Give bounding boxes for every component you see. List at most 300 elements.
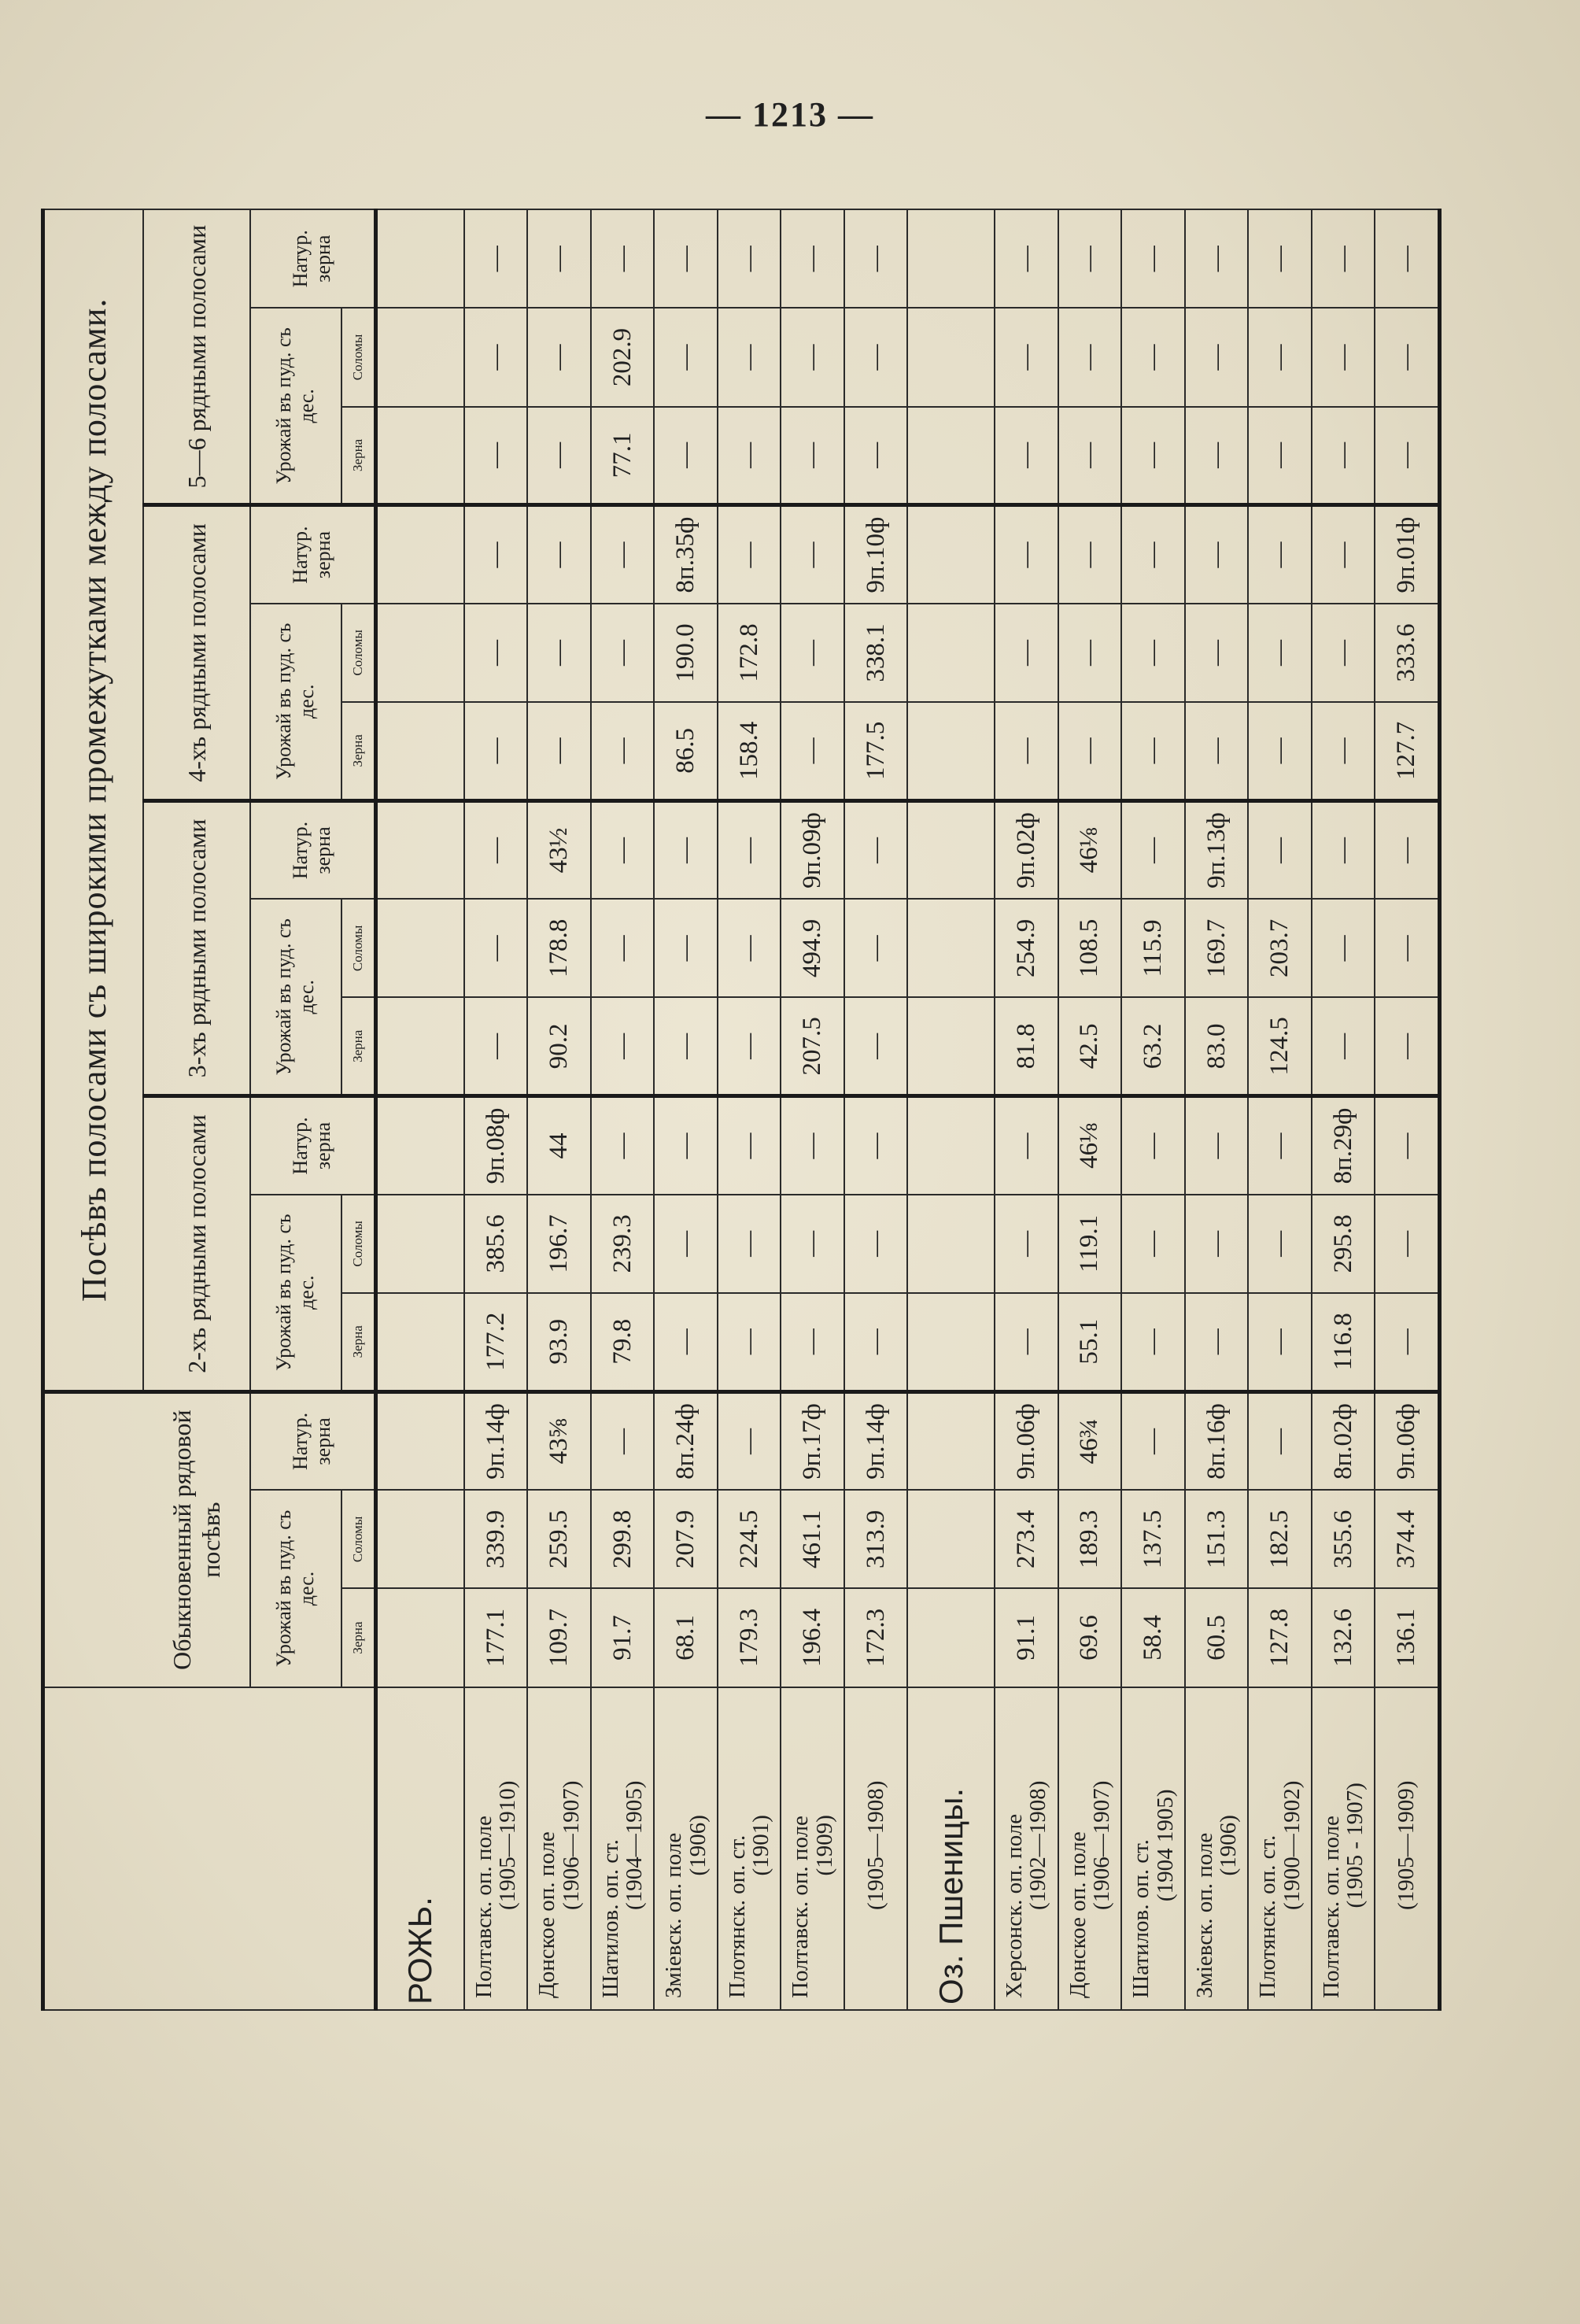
empty-value-cell: — — [464, 997, 528, 1095]
yield-header: Урожай въ пуд. съ дес. — [250, 1195, 341, 1391]
empty-value-cell: — — [1312, 702, 1375, 800]
row-label — [1312, 1687, 1375, 2010]
empty-cell — [907, 505, 995, 604]
empty-value-cell: — — [1248, 308, 1312, 406]
value-cell: 9п.17ф — [781, 1391, 844, 1490]
empty-value-cell: — — [995, 209, 1058, 308]
straw-header: Соломы — [341, 1490, 376, 1588]
table-title: Посѣвъ полосами съ широкими промежутками между полосами. — [43, 209, 144, 1391]
grain-header: Зерна — [341, 997, 376, 1095]
value-cell: 9п.08ф — [464, 1096, 528, 1195]
value-cell: 109.7 — [527, 1588, 591, 1687]
years: (1906) — [685, 1815, 711, 1876]
empty-value-cell: — — [1058, 505, 1122, 604]
empty-value-cell: — — [1185, 407, 1249, 505]
empty-value-cell: — — [844, 1293, 908, 1391]
value-cell: 42.5 — [1058, 997, 1122, 1095]
value-cell: 189.3 — [1058, 1490, 1122, 1588]
value-cell: 79.8 — [591, 1293, 655, 1391]
empty-value-cell: — — [718, 800, 781, 899]
empty-value-cell: — — [591, 604, 655, 702]
value-cell: 115.9 — [1121, 899, 1185, 997]
value-cell: 207.9 — [654, 1490, 718, 1588]
empty-value-cell: — — [781, 407, 844, 505]
value-cell: 202.9 — [591, 308, 655, 406]
row-label — [718, 1687, 781, 2010]
value-cell: 44 — [527, 1096, 591, 1195]
empty-value-cell: — — [1121, 1195, 1185, 1293]
empty-cell — [376, 1588, 464, 1687]
empty-value-cell: — — [654, 308, 718, 406]
table-row — [1121, 209, 1185, 2010]
empty-value-cell: — — [1185, 209, 1249, 308]
empty-cell — [907, 800, 995, 899]
empty-value-cell: — — [718, 209, 781, 308]
value-cell: 136.1 — [1375, 1588, 1439, 1687]
table-header — [43, 209, 376, 2010]
empty-cell — [376, 209, 464, 308]
section-label: РОЖЬ. — [376, 1687, 464, 2010]
value-cell: 273.4 — [995, 1490, 1058, 1588]
empty-value-cell: — — [1058, 702, 1122, 800]
empty-value-cell: — — [527, 308, 591, 406]
empty-cell — [376, 899, 464, 997]
empty-value-cell: — — [654, 1293, 718, 1391]
table-row — [718, 209, 781, 2010]
years: (1909) — [811, 1815, 837, 1876]
empty-value-cell: — — [654, 997, 718, 1095]
value-cell: 91.1 — [995, 1588, 1058, 1687]
value-cell: 207.5 — [781, 997, 844, 1095]
value-cell: 69.6 — [1058, 1588, 1122, 1687]
empty-value-cell: — — [1121, 1096, 1185, 1195]
empty-value-cell: — — [1121, 604, 1185, 702]
empty-value-cell: — — [995, 308, 1058, 406]
years: (1904 1905) — [1152, 1789, 1178, 1902]
value-cell: 9п.10ф — [844, 505, 908, 604]
empty-value-cell: — — [718, 1293, 781, 1391]
empty-value-cell: — — [844, 1195, 908, 1293]
value-cell: 385.6 — [464, 1195, 528, 1293]
row-label — [1058, 1687, 1122, 2010]
empty-cell — [376, 1293, 464, 1391]
empty-value-cell: — — [527, 604, 591, 702]
empty-value-cell: — — [995, 505, 1058, 604]
station-name: Донское оп. поле — [534, 1831, 560, 1998]
empty-value-cell: — — [464, 209, 528, 308]
value-cell: 224.5 — [718, 1490, 781, 1588]
empty-value-cell: — — [464, 604, 528, 702]
value-cell: 83.0 — [1185, 997, 1249, 1095]
value-cell: 86.5 — [654, 702, 718, 800]
empty-cell — [907, 209, 995, 308]
table-row — [527, 209, 591, 2010]
value-cell: 90.2 — [527, 997, 591, 1095]
value-cell: 8п.16ф — [1185, 1391, 1249, 1490]
empty-value-cell: — — [1248, 1391, 1312, 1490]
value-cell: 338.1 — [844, 604, 908, 702]
table-row — [1248, 209, 1312, 2010]
value-cell: 119.1 — [1058, 1195, 1122, 1293]
value-cell: 9п.14ф — [844, 1391, 908, 1490]
empty-value-cell: — — [654, 209, 718, 308]
section-label: Оз. Пшеницы. — [907, 1687, 995, 2010]
empty-value-cell: — — [654, 800, 718, 899]
value-cell: 190.0 — [654, 604, 718, 702]
value-cell: 151.3 — [1185, 1490, 1249, 1588]
empty-value-cell: — — [781, 1096, 844, 1195]
empty-value-cell: — — [1121, 308, 1185, 406]
empty-value-cell: — — [1121, 1391, 1185, 1490]
value-cell: 8п.29ф — [1312, 1096, 1375, 1195]
years: (1906—1907) — [1088, 1780, 1114, 1910]
empty-value-cell: — — [995, 407, 1058, 505]
station-name: Донское оп. поле — [1065, 1831, 1091, 1998]
empty-value-cell: — — [591, 209, 655, 308]
row-label — [527, 1687, 591, 2010]
empty-cell — [376, 308, 464, 406]
row-label — [654, 1687, 718, 2010]
empty-value-cell: — — [1185, 505, 1249, 604]
value-cell: 494.9 — [781, 899, 844, 997]
column-group-5: 5—6 рядными полосами — [143, 209, 250, 505]
empty-value-cell: — — [1375, 1096, 1439, 1195]
empty-value-cell: — — [464, 899, 528, 997]
empty-value-cell: — — [1058, 209, 1122, 308]
empty-value-cell: — — [995, 604, 1058, 702]
grain-header: Зерна — [341, 702, 376, 800]
empty-value-cell: — — [1312, 209, 1375, 308]
value-cell: 169.7 — [1185, 899, 1249, 997]
empty-value-cell: — — [527, 209, 591, 308]
row-label — [995, 1687, 1058, 2010]
empty-value-cell: — — [718, 505, 781, 604]
empty-cell — [907, 997, 995, 1095]
plain-sowing-title-spacer — [43, 1391, 144, 1687]
empty-cell — [376, 702, 464, 800]
stub-header — [43, 1687, 376, 2010]
empty-cell — [376, 1391, 464, 1490]
value-cell: 178.8 — [527, 899, 591, 997]
empty-value-cell: — — [1375, 209, 1439, 308]
empty-value-cell: — — [1121, 209, 1185, 308]
empty-value-cell: — — [591, 702, 655, 800]
empty-value-cell: — — [1121, 505, 1185, 604]
years: (1900—1902) — [1279, 1780, 1305, 1910]
empty-value-cell: — — [527, 407, 591, 505]
empty-value-cell: — — [654, 1096, 718, 1195]
station-name: Змiевск. оп. поле — [661, 1832, 687, 1998]
empty-value-cell: — — [1248, 407, 1312, 505]
empty-value-cell: — — [654, 1195, 718, 1293]
value-cell: 295.8 — [1312, 1195, 1375, 1293]
empty-value-cell: — — [464, 702, 528, 800]
empty-value-cell: — — [1185, 1293, 1249, 1391]
value-cell: 63.2 — [1121, 997, 1185, 1095]
years: (1905—1910) — [495, 1780, 520, 1910]
value-cell: 203.7 — [1248, 899, 1312, 997]
empty-value-cell: — — [591, 800, 655, 899]
table-row — [995, 209, 1058, 2010]
value-cell: 9п.13ф — [1185, 800, 1249, 899]
station-name: Плотянск. оп. ст. — [724, 1834, 750, 1998]
value-cell: 461.1 — [781, 1490, 844, 1588]
value-cell: 9п.01ф — [1375, 505, 1439, 604]
value-cell: 132.6 — [1312, 1588, 1375, 1687]
value-cell: 81.8 — [995, 997, 1058, 1095]
years: (1904—1905) — [622, 1780, 648, 1910]
page-number: — 1213 — — [706, 95, 874, 134]
empty-cell — [907, 1391, 995, 1490]
empty-value-cell: — — [464, 308, 528, 406]
row-label — [844, 1687, 908, 2010]
section-row — [376, 209, 464, 2010]
empty-value-cell: — — [781, 505, 844, 604]
row-label — [781, 1687, 844, 2010]
empty-value-cell: — — [718, 899, 781, 997]
empty-value-cell: — — [1375, 800, 1439, 899]
value-cell: 91.7 — [591, 1588, 655, 1687]
empty-cell — [376, 505, 464, 604]
empty-value-cell: — — [591, 505, 655, 604]
empty-value-cell: — — [1121, 407, 1185, 505]
empty-value-cell: — — [1058, 308, 1122, 406]
empty-cell — [907, 604, 995, 702]
empty-value-cell: — — [844, 997, 908, 1095]
empty-value-cell: — — [1121, 800, 1185, 899]
value-cell: 55.1 — [1058, 1293, 1122, 1391]
empty-value-cell: — — [464, 505, 528, 604]
empty-value-cell: — — [718, 1195, 781, 1293]
empty-value-cell: — — [1312, 308, 1375, 406]
column-group-4: 4-хъ рядными полосами — [143, 505, 250, 800]
empty-value-cell: — — [1248, 604, 1312, 702]
station-name: Плотянск. оп. ст. — [1255, 1834, 1281, 1998]
empty-value-cell: — — [591, 1096, 655, 1195]
natur-header: Натур. зерна — [250, 800, 376, 899]
straw-header: Соломы — [341, 604, 376, 702]
value-cell: 116.8 — [1312, 1293, 1375, 1391]
empty-value-cell: — — [1248, 505, 1312, 604]
empty-value-cell: — — [1375, 308, 1439, 406]
value-cell: 43⅝ — [527, 1391, 591, 1490]
value-cell: 339.9 — [464, 1490, 528, 1588]
table-body — [376, 209, 1440, 2010]
station-name: Полтавск. оп. поле — [471, 1816, 497, 1998]
empty-value-cell: — — [781, 209, 844, 308]
table-row — [464, 209, 528, 2010]
empty-cell — [907, 1293, 995, 1391]
row-label — [464, 1687, 528, 2010]
empty-value-cell: — — [1185, 604, 1249, 702]
value-cell: 239.3 — [591, 1195, 655, 1293]
empty-value-cell: — — [1121, 702, 1185, 800]
straw-header: Соломы — [341, 308, 376, 406]
station-name: Полтавск. оп. поле — [788, 1816, 814, 1998]
empty-value-cell: — — [591, 1391, 655, 1490]
table-row — [591, 209, 655, 2010]
row-label — [1375, 1687, 1439, 2010]
value-cell: 93.9 — [527, 1293, 591, 1391]
table-row — [1058, 209, 1122, 2010]
section-row — [907, 209, 995, 2010]
empty-value-cell: — — [844, 800, 908, 899]
value-cell: 46¾ — [1058, 1391, 1122, 1490]
value-cell: 8п.24ф — [654, 1391, 718, 1490]
value-cell: 127.8 — [1248, 1588, 1312, 1687]
value-cell: 124.5 — [1248, 997, 1312, 1095]
natur-header: Натур. зерна — [250, 209, 376, 308]
value-cell: 158.4 — [718, 702, 781, 800]
empty-value-cell: — — [781, 308, 844, 406]
table-row — [1185, 209, 1249, 2010]
empty-value-cell: — — [1185, 308, 1249, 406]
value-cell: 8п.35ф — [654, 505, 718, 604]
empty-cell — [376, 997, 464, 1095]
value-cell: 196.4 — [781, 1588, 844, 1687]
grain-header: Зерна — [341, 407, 376, 505]
years: (1906) — [1216, 1815, 1242, 1876]
row-label — [1121, 1687, 1185, 2010]
empty-value-cell: — — [1248, 1195, 1312, 1293]
natur-header: Натур. зерна — [250, 505, 376, 604]
value-cell: 172.8 — [718, 604, 781, 702]
row-label — [1185, 1687, 1249, 2010]
yield-header: Урожай въ пуд. съ дес. — [250, 899, 341, 1095]
empty-value-cell: — — [844, 1096, 908, 1195]
empty-value-cell: — — [1058, 407, 1122, 505]
empty-value-cell: — — [718, 1391, 781, 1490]
grain-header: Зерна — [341, 1588, 376, 1687]
empty-value-cell: — — [1375, 1293, 1439, 1391]
empty-value-cell: — — [1375, 997, 1439, 1095]
empty-value-cell: — — [1312, 899, 1375, 997]
value-cell: 8п.02ф — [1312, 1391, 1375, 1490]
empty-value-cell: — — [1312, 800, 1375, 899]
empty-cell — [907, 308, 995, 406]
straw-header: Соломы — [341, 1195, 376, 1293]
value-cell: 177.1 — [464, 1588, 528, 1687]
empty-value-cell: — — [464, 800, 528, 899]
station-name: Херсонск. оп. поле — [1002, 1813, 1028, 1998]
empty-value-cell: — — [591, 997, 655, 1095]
value-cell: 108.5 — [1058, 899, 1122, 997]
empty-value-cell: — — [1121, 1293, 1185, 1391]
value-cell: 9п.02ф — [995, 800, 1058, 899]
empty-value-cell: — — [844, 308, 908, 406]
empty-value-cell: — — [1312, 505, 1375, 604]
grain-header: Зерна — [341, 1293, 376, 1391]
empty-value-cell: — — [995, 702, 1058, 800]
value-cell: 177.5 — [844, 702, 908, 800]
empty-value-cell: — — [1185, 702, 1249, 800]
empty-value-cell: — — [1375, 899, 1439, 997]
empty-cell — [376, 800, 464, 899]
value-cell: 9п.14ф — [464, 1391, 528, 1490]
empty-value-cell: — — [781, 604, 844, 702]
value-cell: 172.3 — [844, 1588, 908, 1687]
empty-value-cell: — — [844, 407, 908, 505]
empty-value-cell: — — [844, 899, 908, 997]
straw-header: Соломы — [341, 899, 376, 997]
station-name: Змiевск. оп. поле — [1191, 1832, 1217, 1998]
empty-value-cell: — — [1185, 1195, 1249, 1293]
empty-value-cell: — — [1312, 997, 1375, 1095]
value-cell: 46⅛ — [1058, 1096, 1122, 1195]
yield-table — [41, 209, 1442, 2011]
years: (1905 - 1907) — [1342, 1783, 1368, 1908]
empty-value-cell: — — [995, 1195, 1058, 1293]
empty-cell — [907, 407, 995, 505]
value-cell: 58.4 — [1121, 1588, 1185, 1687]
yield-header: Урожай въ пуд. съ дес. — [250, 604, 341, 800]
empty-value-cell: — — [718, 997, 781, 1095]
natur-header: Натур. зерна — [250, 1096, 376, 1195]
value-cell: 43½ — [527, 800, 591, 899]
empty-cell — [376, 1490, 464, 1588]
value-cell: 313.9 — [844, 1490, 908, 1588]
value-cell: 254.9 — [995, 899, 1058, 997]
value-cell: 196.7 — [527, 1195, 591, 1293]
empty-value-cell: — — [1248, 800, 1312, 899]
years: (1902—1908) — [1025, 1780, 1051, 1910]
rotated-table-container — [41, 209, 1442, 2011]
empty-value-cell: — — [527, 702, 591, 800]
value-cell: 9п.09ф — [781, 800, 844, 899]
value-cell: 77.1 — [591, 407, 655, 505]
empty-value-cell: — — [718, 407, 781, 505]
empty-cell — [907, 1096, 995, 1195]
empty-value-cell: — — [1312, 604, 1375, 702]
empty-value-cell: — — [844, 209, 908, 308]
empty-value-cell: — — [1248, 1293, 1312, 1391]
empty-value-cell: — — [591, 899, 655, 997]
value-cell: 333.6 — [1375, 604, 1439, 702]
empty-cell — [907, 702, 995, 800]
empty-cell — [376, 604, 464, 702]
empty-value-cell: — — [1375, 407, 1439, 505]
row-label — [1248, 1687, 1312, 2010]
empty-value-cell: — — [1185, 1096, 1249, 1195]
empty-value-cell: — — [781, 702, 844, 800]
value-cell: 182.5 — [1248, 1490, 1312, 1588]
value-cell: 137.5 — [1121, 1490, 1185, 1588]
empty-value-cell: — — [464, 407, 528, 505]
value-cell: 177.2 — [464, 1293, 528, 1391]
value-cell: 9п.06ф — [995, 1391, 1058, 1490]
empty-value-cell: — — [654, 407, 718, 505]
empty-value-cell: — — [1058, 604, 1122, 702]
value-cell: 68.1 — [654, 1588, 718, 1687]
empty-value-cell: — — [781, 1195, 844, 1293]
empty-cell — [907, 1195, 995, 1293]
station-name: Полтавск. оп. поле — [1318, 1816, 1344, 1998]
value-cell: 46⅛ — [1058, 800, 1122, 899]
yield-header: Урожай въ пуд. съ дес. — [250, 308, 341, 504]
table-row — [654, 209, 718, 2010]
column-group-3: 3-хъ рядными полосами — [143, 800, 250, 1095]
yield-header: Урожай въ пуд. съ дес. — [250, 1490, 341, 1687]
value-cell: 299.8 — [591, 1490, 655, 1588]
table-row — [844, 209, 908, 2010]
years: (1905—1909) — [1394, 1780, 1419, 1910]
value-cell: 60.5 — [1185, 1588, 1249, 1687]
years: (1901) — [748, 1815, 774, 1876]
empty-value-cell: — — [1312, 407, 1375, 505]
empty-value-cell: — — [1248, 209, 1312, 308]
empty-cell — [907, 899, 995, 997]
empty-value-cell: — — [781, 1293, 844, 1391]
